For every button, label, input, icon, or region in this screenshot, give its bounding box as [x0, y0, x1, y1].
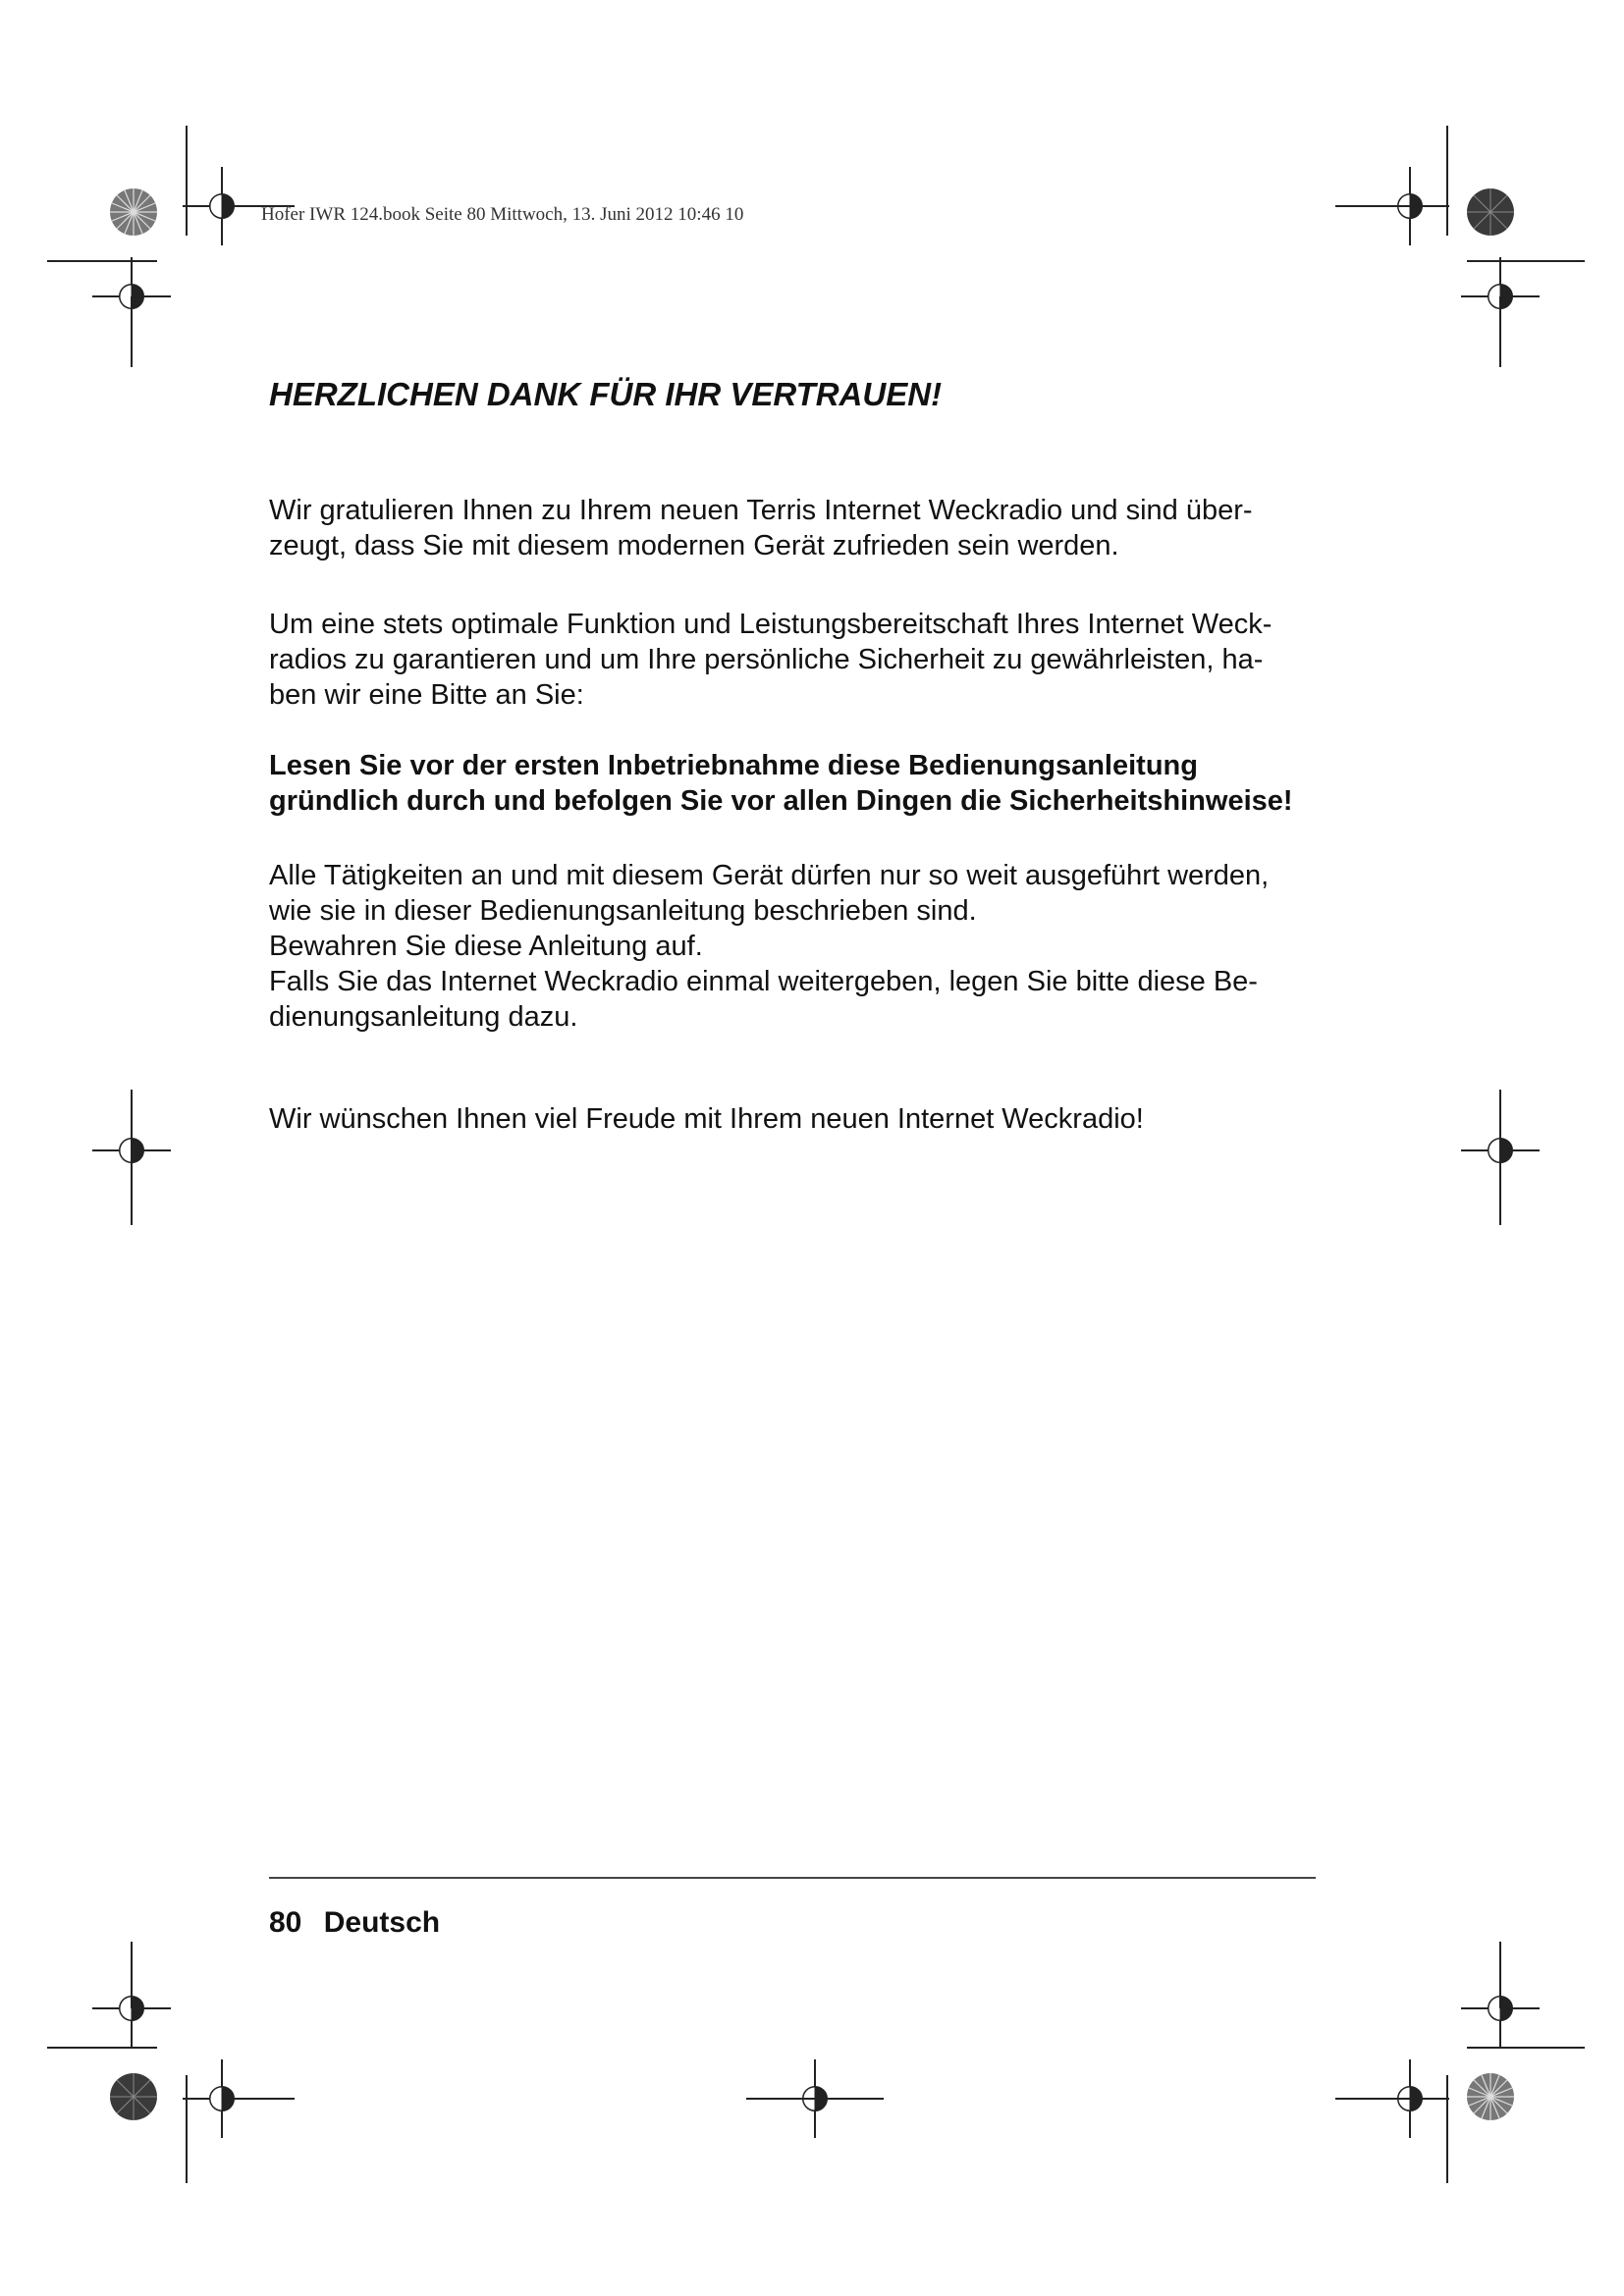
paragraph-usage-notes — [269, 858, 1320, 1035]
text-line: zeugt, dass Sie mit diesem modernen Gerät zufrieden sein werden. — [269, 530, 1119, 561]
text-line: Alle Tätigkeiten an und mit diesem Gerät dürfen nur so weit ausgeführt werden, — [269, 860, 1270, 891]
print-slug-line: Hofer IWR 124.book Seite 80 Mittwoch, 13. Juni 2012 10:46 10 — [261, 204, 744, 225]
paragraph-read-instructions — [269, 748, 1320, 819]
paragraph-congratulations — [269, 493, 1320, 563]
text-line: Bewahren Sie diese Anleitung auf. — [269, 931, 703, 962]
text-line: Um eine stets optimale Funktion und Leistungsbereitschaft Ihres Internet Weck- — [269, 609, 1272, 640]
text-line: Lesen Sie vor der ersten Inbetriebnahme diese Bedienungsanleitung — [269, 750, 1198, 781]
text-line: dienungsanleitung dazu. — [269, 1001, 578, 1033]
text-line: wie sie in dieser Bedienungsanleitung beschrieben sind. — [269, 895, 977, 927]
text-line: radios zu garantieren und um Ihre persönliche Sicherheit zu gewährleisten, ha- — [269, 644, 1264, 675]
page-footer — [269, 1906, 440, 1940]
text-line: Falls Sie das Internet Weckradio einmal weitergeben, legen Sie bitte diese Be- — [269, 966, 1258, 997]
text-line: gründlich durch und befolgen Sie vor allen Dingen die Sicherheitshinweise! — [269, 785, 1293, 817]
paragraph-closing-wish — [269, 1101, 1320, 1137]
text-line: Wir gratulieren Ihnen zu Ihrem neuen Terris Internet Weckradio und sind über- — [269, 495, 1253, 526]
paragraph-request — [269, 607, 1320, 713]
page-number: 80 — [269, 1906, 302, 1939]
text-line: Wir wünschen Ihnen viel Freude mit Ihrem neuen Internet Weckradio! — [269, 1103, 1144, 1135]
page-title: HERZLICHEN DANK FÜR IHR VERTRAUEN! — [269, 376, 943, 412]
text-line: ben wir eine Bitte an Sie: — [269, 679, 584, 711]
footer-language: Deutsch — [323, 1906, 441, 1939]
footer-divider — [269, 1877, 1316, 1879]
